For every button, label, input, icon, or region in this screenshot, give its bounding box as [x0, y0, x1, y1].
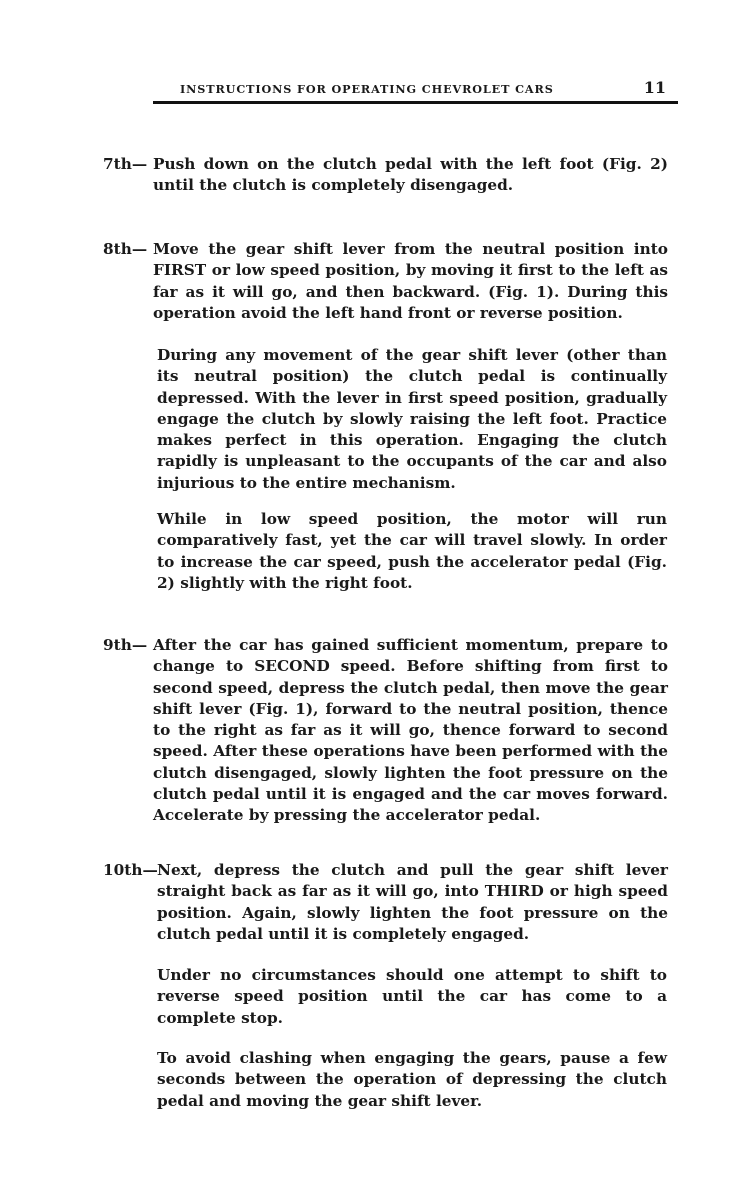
step-8	[103, 239, 668, 324]
page-number: 11	[643, 78, 666, 97]
step-text: Move the gear shift lever from the neutral position into FIRST or low speed position, by moving it first to the left as far as it will go, and then backward. (Fig. 1). During this operation avoid the left hand front or reverse position.	[153, 240, 668, 322]
step-10-note-1: Under no circumstances should one attempt to shift to reverse speed position until the car has come to a complete stop.	[157, 966, 667, 1027]
step-label: 7th—	[103, 155, 148, 173]
header-rule	[153, 101, 678, 104]
step-text: Push down on the clutch pedal with the left foot (Fig. 2) until the clutch is completely disengaged.	[153, 155, 668, 195]
step-text: After the car has gained sufficient momentum, prepare to change to SECOND speed. Before shifting from first to second speed, depress the clutch pedal, then move the gear shift lever (Fig. 1), forward to the neutral position, thence to the right as far as it will go, thence forward to second speed. After these operations have been performed with the clutch disengaged, slowly lighten the foot pressure on the clutch pedal until it is engaged and the car moves forward. Accelerate by pressing the accelerator pedal.	[153, 636, 668, 825]
running-header	[153, 80, 678, 100]
step-9	[103, 635, 668, 827]
step-label: 10th—	[103, 861, 158, 879]
step-7	[103, 154, 668, 197]
step-8-note-2: While in low speed position, the motor will run comparatively fast, yet the car will travel slowly. In order to increase the car speed, push the accelerator pedal (Fig. 2) slightly with the right foot.	[157, 510, 667, 592]
step-label: 8th—	[103, 240, 148, 258]
step-8-note-1: During any movement of the gear shift lever (other than its neutral position) the clutch pedal is continually depressed. With the lever in first speed position, gradually engage the clutch by slowly raising the left foot. Practice makes perfect in this operation. Engaging the clutch rapidly is unpleasant to the occupants of the car and also injurious to the entire mechanism.	[157, 346, 667, 492]
step-10-note-2: To avoid clashing when engaging the gears, pause a few seconds between the operation of depressing the clutch pedal and moving the gear shift lever.	[157, 1049, 667, 1110]
header-title: INSTRUCTIONS FOR OPERATING CHEVROLET CARS	[180, 82, 554, 96]
step-label: 9th—	[103, 636, 148, 654]
step-10	[103, 860, 668, 945]
step-text: Next, depress the clutch and pull the gear shift lever straight back as far as it will go, into THIRD or high speed position. Again, slowly lighten the foot pressure on the clutch pedal until it is completely engaged.	[157, 861, 668, 943]
